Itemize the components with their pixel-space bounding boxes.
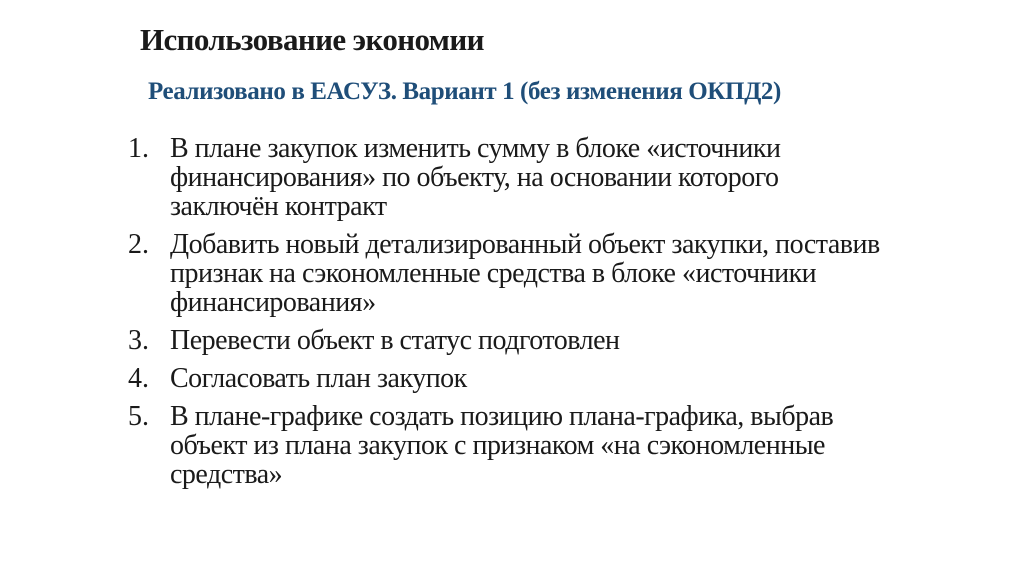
item-text-line: Добавить новый детализированный объект закупки, поставив [170,229,880,260]
item-text-line: В плане-графике создать позицию плана-графика, выбрав [170,401,834,432]
list-item [128,402,1008,489]
item-text-line: финансирования» [170,287,376,318]
item-number: 2. [128,229,149,260]
list-item [128,230,1008,317]
item-text-line: объект из плана закупок с признаком «на сэкономленные [170,430,825,461]
item-number: 5. [128,401,149,432]
item-text-line: средства» [170,459,283,490]
slide-subtitle: Реализовано в ЕАСУЗ. Вариант 1 (без изменения ОКПД2) [148,78,781,105]
slide-title: Использование экономии [140,22,484,57]
item-text-line: Перевести объект в статус подготовлен [170,325,620,356]
item-number: 3. [128,325,149,356]
item-number: 4. [128,363,149,394]
list-item [128,326,1008,355]
item-text-line: финансирования» по объекту, на основании которого [170,162,779,193]
steps-list [128,134,1008,498]
item-text-line: Согласовать план закупок [170,363,467,394]
item-text-line: признак на сэкономленные средства в блоке «источники [170,258,817,289]
list-item [128,134,1008,221]
list-item [128,364,1008,393]
item-text-line: заключён контракт [170,191,387,222]
item-number: 1. [128,133,149,164]
item-text-line: В плане закупок изменить сумму в блоке «источники [170,133,781,164]
